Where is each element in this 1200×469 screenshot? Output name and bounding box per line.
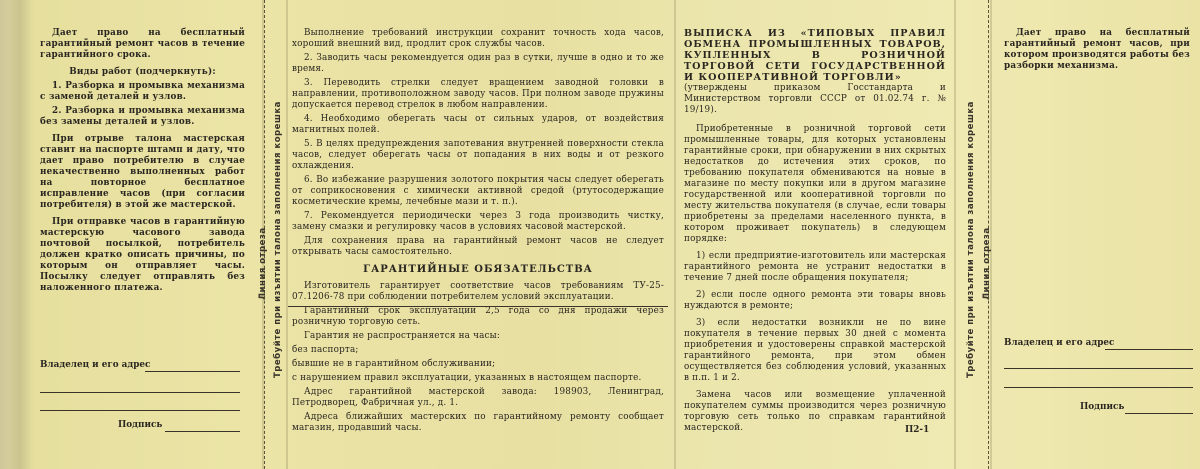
instructions-column <box>292 28 664 437</box>
form-code: П2-1 <box>905 425 930 435</box>
mail-note: При отправке часов в гарантийную мастерскую часового завода почтовой посылкой, потребитель должен кратко описать причины, по которым он отправляет часы. Посылку следует отправлять без наложенного платежа. <box>40 217 245 293</box>
extract-c3: 3) если недостатки возникли не по вине покупателя в течение первых 30 дней с момента приобретения и удостоверены справкой мастерской гарантийного ремонта, при этом обмен осуществляется без соблюдения условий, указанных в п.п. 1 и 2. <box>684 318 946 383</box>
instr-p2: 2. Заводить часы рекомендуется один раз в сутки, лучше в одно и то же время. <box>292 53 664 74</box>
extract-p1: Приобретенные в розничной торговой сети промышленные товары, для которых установлены гарантийные сроки, при обнаружении в них скрытых недостатков до истечения этих сроков, по требованию покупателя обмениваются на новые в магазине по месту покупки или в другом магазине государственной или кооперативной торговли по месту жительства покупателя (в случае, если товары приобретены за пределами населенного пункта, в котором проживает покупатель) в следующем порядке: <box>684 124 946 244</box>
works-heading: Виды работ (подчеркнуть): <box>69 67 216 77</box>
left-stub-intro: Дает право на бесплатный гарантийный ремонт часов в течение гарантийного срока. <box>40 28 245 60</box>
extract-title: ВЫПИСКА ИЗ «ТИПОВЫХ ПРАВИЛ ОБМЕНА ПРОМЫШЛЕННЫХ ТОВАРОВ, КУПЛЕННЫХ В РОЗНИЧНОЙ ТОРГОВОЙ СЕТИ ГОСУДАРСТВЕННОЙ И КООПЕРАТИВНОЙ ТОРГОВЛИ» <box>684 28 946 83</box>
extract-column <box>684 28 946 437</box>
warranty-title: ГАРАНТИЙНЫЕ ОБЯЗАТЕЛЬСТВА <box>363 264 593 275</box>
left-owner-line[interactable] <box>145 371 240 372</box>
exclusions-rule <box>288 306 668 363</box>
warranty-p1: Изготовитель гарантирует соответствие часов требованиям ТУ-25-07.1206-78 при соблюдении потребителем условий эксплуатации. <box>292 281 664 302</box>
left-signature-label: Подпись <box>118 420 163 430</box>
left-owner-line-3[interactable] <box>40 410 240 411</box>
right-owner-line[interactable] <box>1105 349 1193 350</box>
nearby-workshops: Адреса ближайших мастерских по гарантийному ремонту сообщает магазин, продавший часы. <box>292 412 664 433</box>
instr-p6: 6. Во избежание разрушения золотого покрытия часы следует оберегать от соприкосновения с химически активной средой (ртутосодержащие косметические кремы, лечебные мази и т. п.). <box>292 175 664 207</box>
left-owner-line-2[interactable] <box>40 392 240 393</box>
extract-c1: 1) если предприятие-изготовитель или мастерская гарантийного ремонта не устранит недостатки в течение 7 дней после обращения покупателя; <box>684 251 946 283</box>
fold-line-2 <box>286 0 288 469</box>
instr-p7: 7. Рекомендуется периодически через 3 года производить чистку, замену смазки и регулировку часов в условиях часовой мастерской. <box>292 211 664 232</box>
warranty-p2: Гарантийный срок эксплуатации 2,5 года со дня продажи через розничную торговую сеть. <box>292 306 664 327</box>
exclusion-2: бывшие не в гарантийном обслуживании; <box>292 359 496 369</box>
instr-p0: Выполнение требований инструкции сохранит точность хода часов, хороший внешний вид, продлит срок службы часов. <box>292 28 664 49</box>
instr-p8: Для сохранения права на гарантийный ремонт часов не следует открывать часы самостоятельно. <box>292 236 664 257</box>
right-owner-line-2[interactable] <box>1004 368 1193 369</box>
work-item-1: 1. Разборка и промывка механизма с заменой деталей и узлов. <box>40 81 245 102</box>
instr-p5: 5. В целях предупреждения запотевания внутренней поверхности стекла часов, следует оберегать часы от попадания в них воды и от резкого охлаждения. <box>292 139 664 171</box>
exclusion-3: с нарушением правил эксплуатации, указанных в настоящем паспорте. <box>292 373 642 383</box>
work-item-2: 2. Разборка и промывка механизма без замены деталей и узлов. <box>40 106 245 127</box>
instr-p3: 3. Переводить стрелки следует вращением заводной головки в направлении, противоположном заводу часов. При полном заводе пружины допускается перевод стрелок в любом направлении. <box>292 78 664 110</box>
right-signature-line[interactable] <box>1125 413 1193 414</box>
left-cut-line-text: Линия отреза <box>258 227 268 300</box>
left-stub-note: Требуйте при изъятии талона заполнения корешка <box>273 101 283 378</box>
right-owner-line-3[interactable] <box>1004 387 1193 388</box>
left-edge-shade <box>8 0 32 469</box>
receipt-note: При отрыве талона мастерская ставит на паспорте штамп и дату, что дает право потребителю в случае некачественно выполненных работ на повторное бесплатное исправление часов (при согласии потребителя) в этой же мастерской. <box>40 134 245 210</box>
left-signature-line[interactable] <box>165 431 240 432</box>
fold-line-3 <box>674 0 676 469</box>
right-signature-label: Подпись <box>1080 402 1125 412</box>
extract-c2: 2) если после одного ремонта эти товары вновь нуждаются в ремонте; <box>684 290 946 311</box>
extract-p-last: Замена часов или возмещение уплаченной покупателем суммы производится через розничную торговую сеть только по справкам гарантийной мастерской. <box>684 390 946 433</box>
right-stub-intro: Дает право на бесплатный гарантийный ремонт часов, при котором производятся работы без разборки механизма. <box>1004 28 1190 71</box>
right-owner-label: Владелец и его адрес <box>1004 338 1115 348</box>
exclusions-title: Гарантия не распространяется на часы: <box>304 331 501 341</box>
left-stub <box>40 28 245 297</box>
workshop-address: Адрес гарантийной мастерской завода: 198903, Ленинград, Петродворец, Фабричная ул., д. 1. <box>292 387 664 408</box>
right-cut-line-text: Линия отреза <box>982 227 992 300</box>
exclusion-1: без паспорта; <box>292 345 359 355</box>
instr-p4: 4. Необходимо оберегать часы от сильных ударов, от воздействия магнитных полей. <box>292 114 664 135</box>
extract-title-note: (утверждены приказом Госстандарта и Министерством торговли СССР от 01.02.74 г. № 19/19). <box>684 83 946 115</box>
left-owner-label: Владелец и его адрес <box>40 360 151 370</box>
fold-line-4 <box>954 0 956 469</box>
right-stub-note: Требуйте при изъятии талона заполнения корешка <box>966 101 976 378</box>
right-stub <box>1004 28 1190 75</box>
